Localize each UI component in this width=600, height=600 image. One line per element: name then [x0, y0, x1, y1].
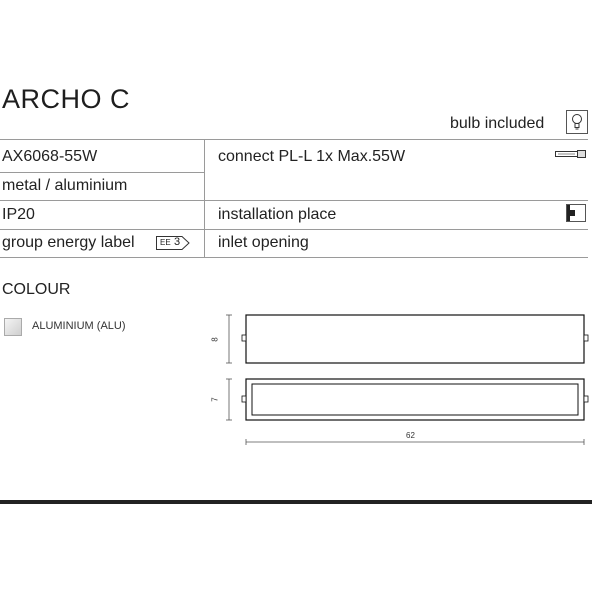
energy-badge-prefix: EE	[160, 238, 171, 247]
table-rule	[0, 200, 588, 201]
table-rule	[0, 229, 588, 230]
connect-spec: connect PL-L 1x Max.55W	[218, 148, 406, 165]
footer-rule	[0, 500, 592, 504]
height-side-label: 7	[210, 397, 220, 402]
technical-drawing	[210, 305, 595, 455]
product-code: AX6068-55W	[2, 148, 98, 165]
bulb-icon	[566, 110, 588, 134]
height-front-label: 8	[210, 337, 220, 342]
table-rule	[0, 172, 204, 173]
bulb-included-label: bulb included	[450, 115, 545, 132]
width-label: 62	[406, 431, 415, 440]
energy-label-text: group energy label	[2, 234, 135, 251]
ip-rating: IP20	[2, 206, 35, 223]
energy-badge	[156, 236, 190, 255]
side-view	[226, 379, 588, 420]
table-rule-top	[0, 139, 588, 140]
front-view	[226, 315, 588, 363]
wall-mount-icon	[566, 204, 586, 222]
tube-lamp-icon	[555, 149, 587, 159]
material-label: metal / aluminium	[2, 177, 128, 194]
installation-place-label: installation place	[218, 206, 337, 223]
product-title: ARCHO C	[2, 84, 131, 114]
colour-title: COLOUR	[2, 281, 71, 298]
colour-swatch-aluminium	[4, 318, 22, 336]
table-rule-bottom	[0, 257, 588, 258]
colour-label-aluminium: ALUMINIUM (ALU)	[32, 320, 126, 332]
inlet-opening-label: inlet opening	[218, 234, 309, 251]
energy-badge-value: 3	[174, 236, 181, 248]
width-dimension	[246, 439, 584, 445]
table-divider	[204, 139, 205, 257]
